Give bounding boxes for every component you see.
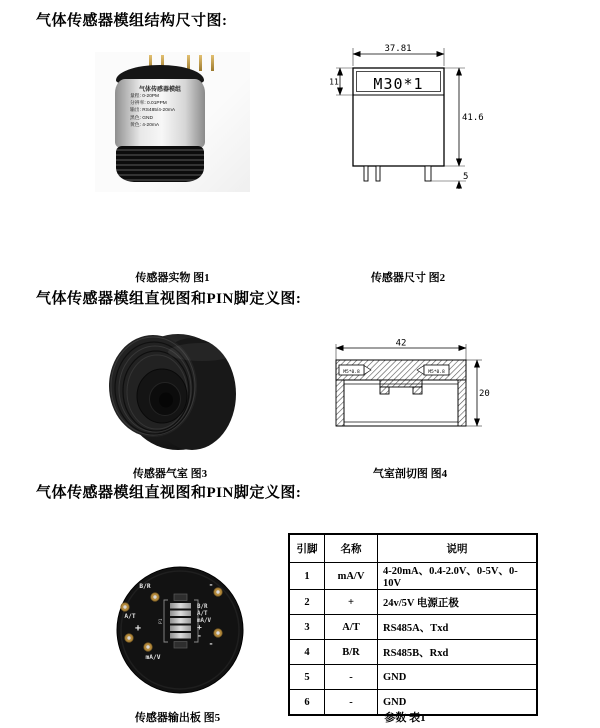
silk-minus-top-label: - bbox=[208, 580, 214, 589]
dim-pin-label: 5 bbox=[463, 172, 469, 182]
section2-title: 气体传感器模组直视图和PIN脚定义图: bbox=[36, 291, 302, 307]
thread-spec-label: M30*1 bbox=[373, 75, 424, 93]
name-cell: + bbox=[325, 590, 378, 615]
name-cell: - bbox=[325, 665, 378, 690]
desc-cell: GND bbox=[378, 665, 538, 690]
dim-width-label: 37.81 bbox=[384, 44, 412, 54]
name-cell: B/R bbox=[325, 640, 378, 665]
pin-cell: 2 bbox=[289, 590, 325, 615]
desc-cell: 4-20mA、0.4-2.0V、0-5V、0-10V bbox=[378, 563, 538, 590]
desc-cell: GND bbox=[378, 690, 538, 716]
sensor-label-area bbox=[115, 79, 205, 148]
pad-br bbox=[151, 593, 159, 601]
silk-mav-label: mA/V bbox=[145, 654, 161, 661]
header-pin: 引脚 bbox=[289, 534, 325, 563]
sensor-label-line: 黑色: GND bbox=[130, 115, 153, 121]
table-row bbox=[289, 665, 537, 690]
pad-minus-bottom bbox=[214, 629, 222, 637]
connector-label-5: - bbox=[197, 631, 202, 640]
header-name: 名称 bbox=[325, 534, 378, 563]
dim-height-label: 41.6 bbox=[462, 113, 484, 123]
name-cell: - bbox=[325, 690, 378, 716]
connector-label-2: A/T bbox=[197, 611, 208, 617]
pad-mav bbox=[144, 643, 152, 651]
name-cell: A/T bbox=[325, 615, 378, 640]
pin-definition-table bbox=[288, 533, 538, 716]
dim-band-label: 11 bbox=[329, 77, 339, 87]
connector-label-1: B/R bbox=[197, 604, 208, 610]
sensor-pin bbox=[199, 55, 202, 71]
name-cell: mA/V bbox=[325, 563, 378, 590]
fig4-cross-section-drawing bbox=[322, 338, 492, 438]
thread-right-label: M5*0.8 bbox=[428, 369, 445, 375]
dim-height-label: 20 bbox=[479, 389, 490, 399]
section1-title: 气体传感器模组结构尺寸图: bbox=[36, 13, 228, 29]
table-row bbox=[289, 615, 537, 640]
fig2-dimension-drawing bbox=[328, 38, 488, 198]
fig4-caption: 气室剖切图 图4 bbox=[372, 468, 448, 480]
fig2-caption: 传感器尺寸 图2 bbox=[370, 272, 446, 284]
section3-title: 气体传感器模组直视图和PIN脚定义图: bbox=[36, 485, 302, 501]
desc-cell: 24v/5V 电源正极 bbox=[378, 590, 538, 615]
silk-minus-bottom-label: - bbox=[208, 639, 214, 648]
pin-cell: 4 bbox=[289, 640, 325, 665]
sensor-label-line: 分辨率: 0.01PPM bbox=[130, 101, 167, 107]
table-row bbox=[289, 563, 537, 590]
thread-left-label: M5*0.8 bbox=[343, 369, 360, 375]
silk-p1-label: P1 bbox=[159, 618, 164, 624]
fig1-caption: 传感器实物 图1 bbox=[135, 272, 210, 284]
pin-cell: 3 bbox=[289, 615, 325, 640]
pin-cell: 5 bbox=[289, 665, 325, 690]
pad-plus bbox=[125, 634, 133, 642]
table-header-row bbox=[289, 534, 537, 563]
fig3-gas-chamber-photo bbox=[90, 330, 270, 458]
pin-cell: 1 bbox=[289, 563, 325, 590]
fig1-sensor-photo bbox=[95, 52, 250, 192]
sensor-label-line: 量程: 0-20PM bbox=[130, 94, 160, 99]
sensor-label-title: 气体传感器模组 bbox=[138, 87, 181, 93]
sensor-ribbed-base bbox=[116, 146, 204, 182]
silk-plus-label: + bbox=[134, 623, 142, 634]
sensor-label-line: 黄色: 4-20mA bbox=[130, 122, 160, 128]
desc-cell: RS485B、Rxd bbox=[378, 640, 538, 665]
fig5-caption: 传感器输出板 图5 bbox=[134, 712, 221, 724]
connector-label-4: + bbox=[197, 623, 202, 632]
dim-width-label: 42 bbox=[395, 338, 407, 349]
connector-label-3: mA/V bbox=[197, 618, 211, 624]
fig5-output-pcb bbox=[112, 556, 252, 704]
pad-at bbox=[121, 603, 129, 611]
table-row bbox=[289, 640, 537, 665]
silk-br-label: B/R bbox=[139, 583, 151, 590]
desc-cell: RS485A、Txd bbox=[378, 615, 538, 640]
sensor-pin bbox=[211, 55, 214, 71]
pad-minus-top bbox=[214, 588, 222, 596]
sensor-label-line: 输出: RS485/4-20mA bbox=[130, 108, 176, 114]
pin-cell: 6 bbox=[289, 690, 325, 716]
table1-caption: 参数 表1 bbox=[384, 712, 426, 724]
table-row bbox=[289, 590, 537, 615]
silk-at-label: A/T bbox=[124, 613, 136, 620]
chamber-body bbox=[109, 334, 236, 450]
fig3-caption: 传感器气室 图3 bbox=[132, 468, 208, 480]
header-desc: 说明 bbox=[378, 534, 538, 563]
